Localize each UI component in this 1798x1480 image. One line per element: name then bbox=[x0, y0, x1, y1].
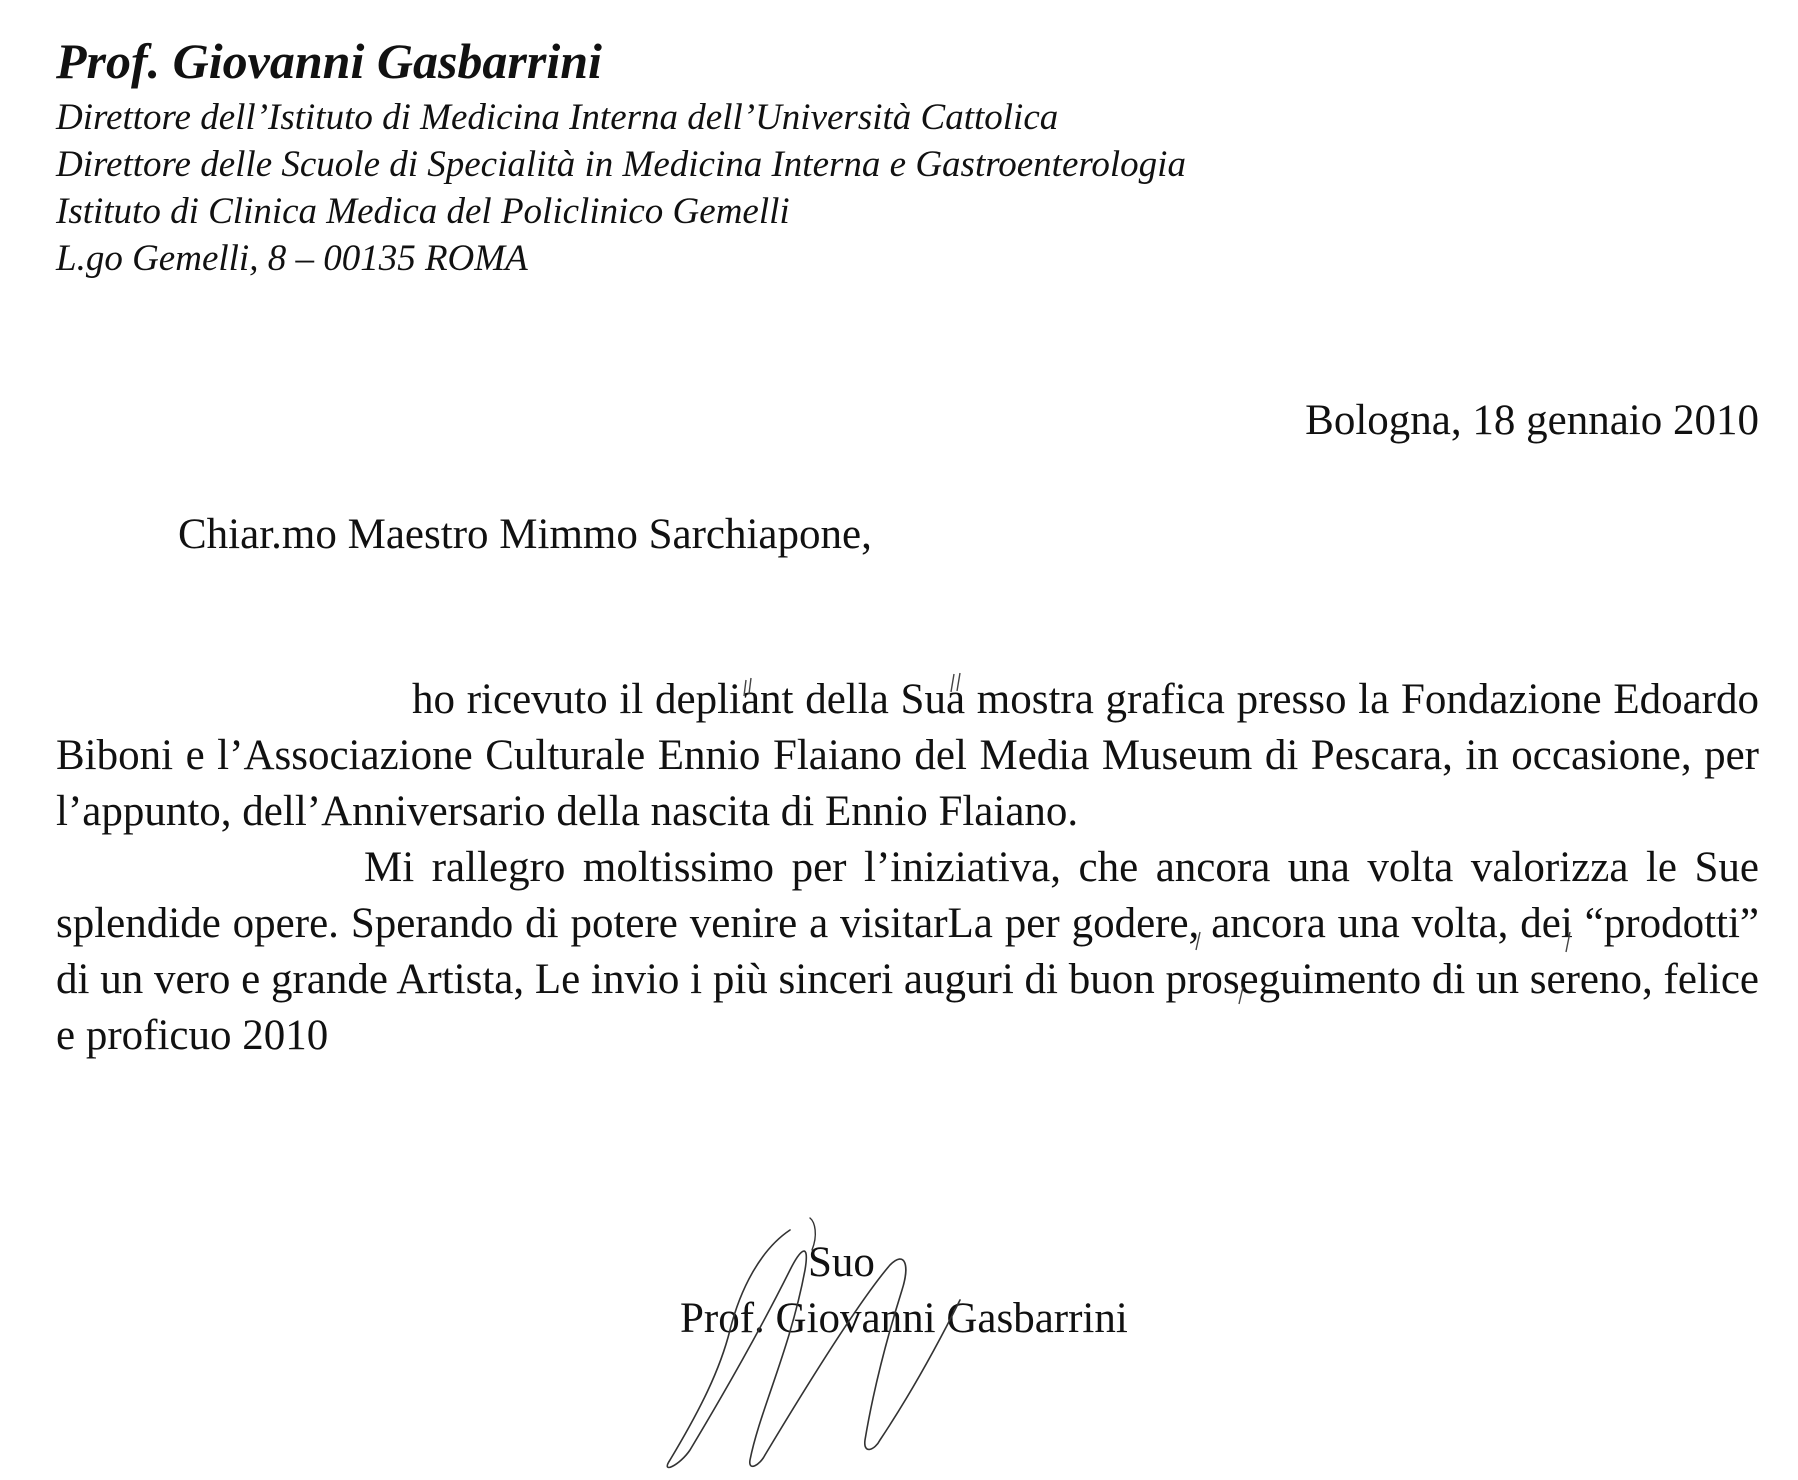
body-paragraph-1: ho ricevuto il depliant della Sua mostra grafica presso la Fondazione Edoardo Biboni e l’Associazione Culturale Ennio Flaiano del Media Museum di Pescara, in occasione, per l’appunto, dell’Anniversario della nascita di Ennio Flaiano. bbox=[56, 676, 1759, 835]
salutation: Chiar.mo Maestro Mimmo Sarchiapone, bbox=[178, 511, 872, 558]
letterhead bbox=[56, 28, 1456, 282]
letter-body bbox=[56, 672, 1759, 1064]
letterhead-line-schools: Direttore delle Scuole di Specialità in Medicina Interna e Gastroenterologia bbox=[56, 144, 1186, 185]
signer-name: Prof. Giovanni Gasbarrini bbox=[680, 1295, 1128, 1342]
letter-date: Bologna, 18 gennaio 2010 bbox=[1305, 397, 1759, 444]
letterhead-name: Prof. Giovanni Gasbarrini bbox=[56, 33, 602, 89]
body-paragraph-2: Mi rallegro moltissimo per l’iniziativa, che ancora una volta valorizza le Sue splendide opere. Sperando di potere venire a visitarLa per godere, ancora una volta, dei “prodotti” di un vero e grande Artista, Le invio i più sinceri auguri di buon proseguimento di un sereno, felice e proficuo 2010 bbox=[56, 844, 1759, 1059]
closing-word: Suo bbox=[808, 1239, 875, 1286]
letterhead-line-address: L.go Gemelli, 8 – 00135 ROMA bbox=[56, 238, 528, 279]
letterhead-line-clinic: Istituto di Clinica Medica del Policlinico Gemelli bbox=[56, 191, 790, 232]
letterhead-line-institute: Direttore dell’Istituto di Medicina Interna dell’Università Cattolica bbox=[56, 97, 1059, 138]
handwritten-signature-icon bbox=[640, 1210, 1120, 1480]
